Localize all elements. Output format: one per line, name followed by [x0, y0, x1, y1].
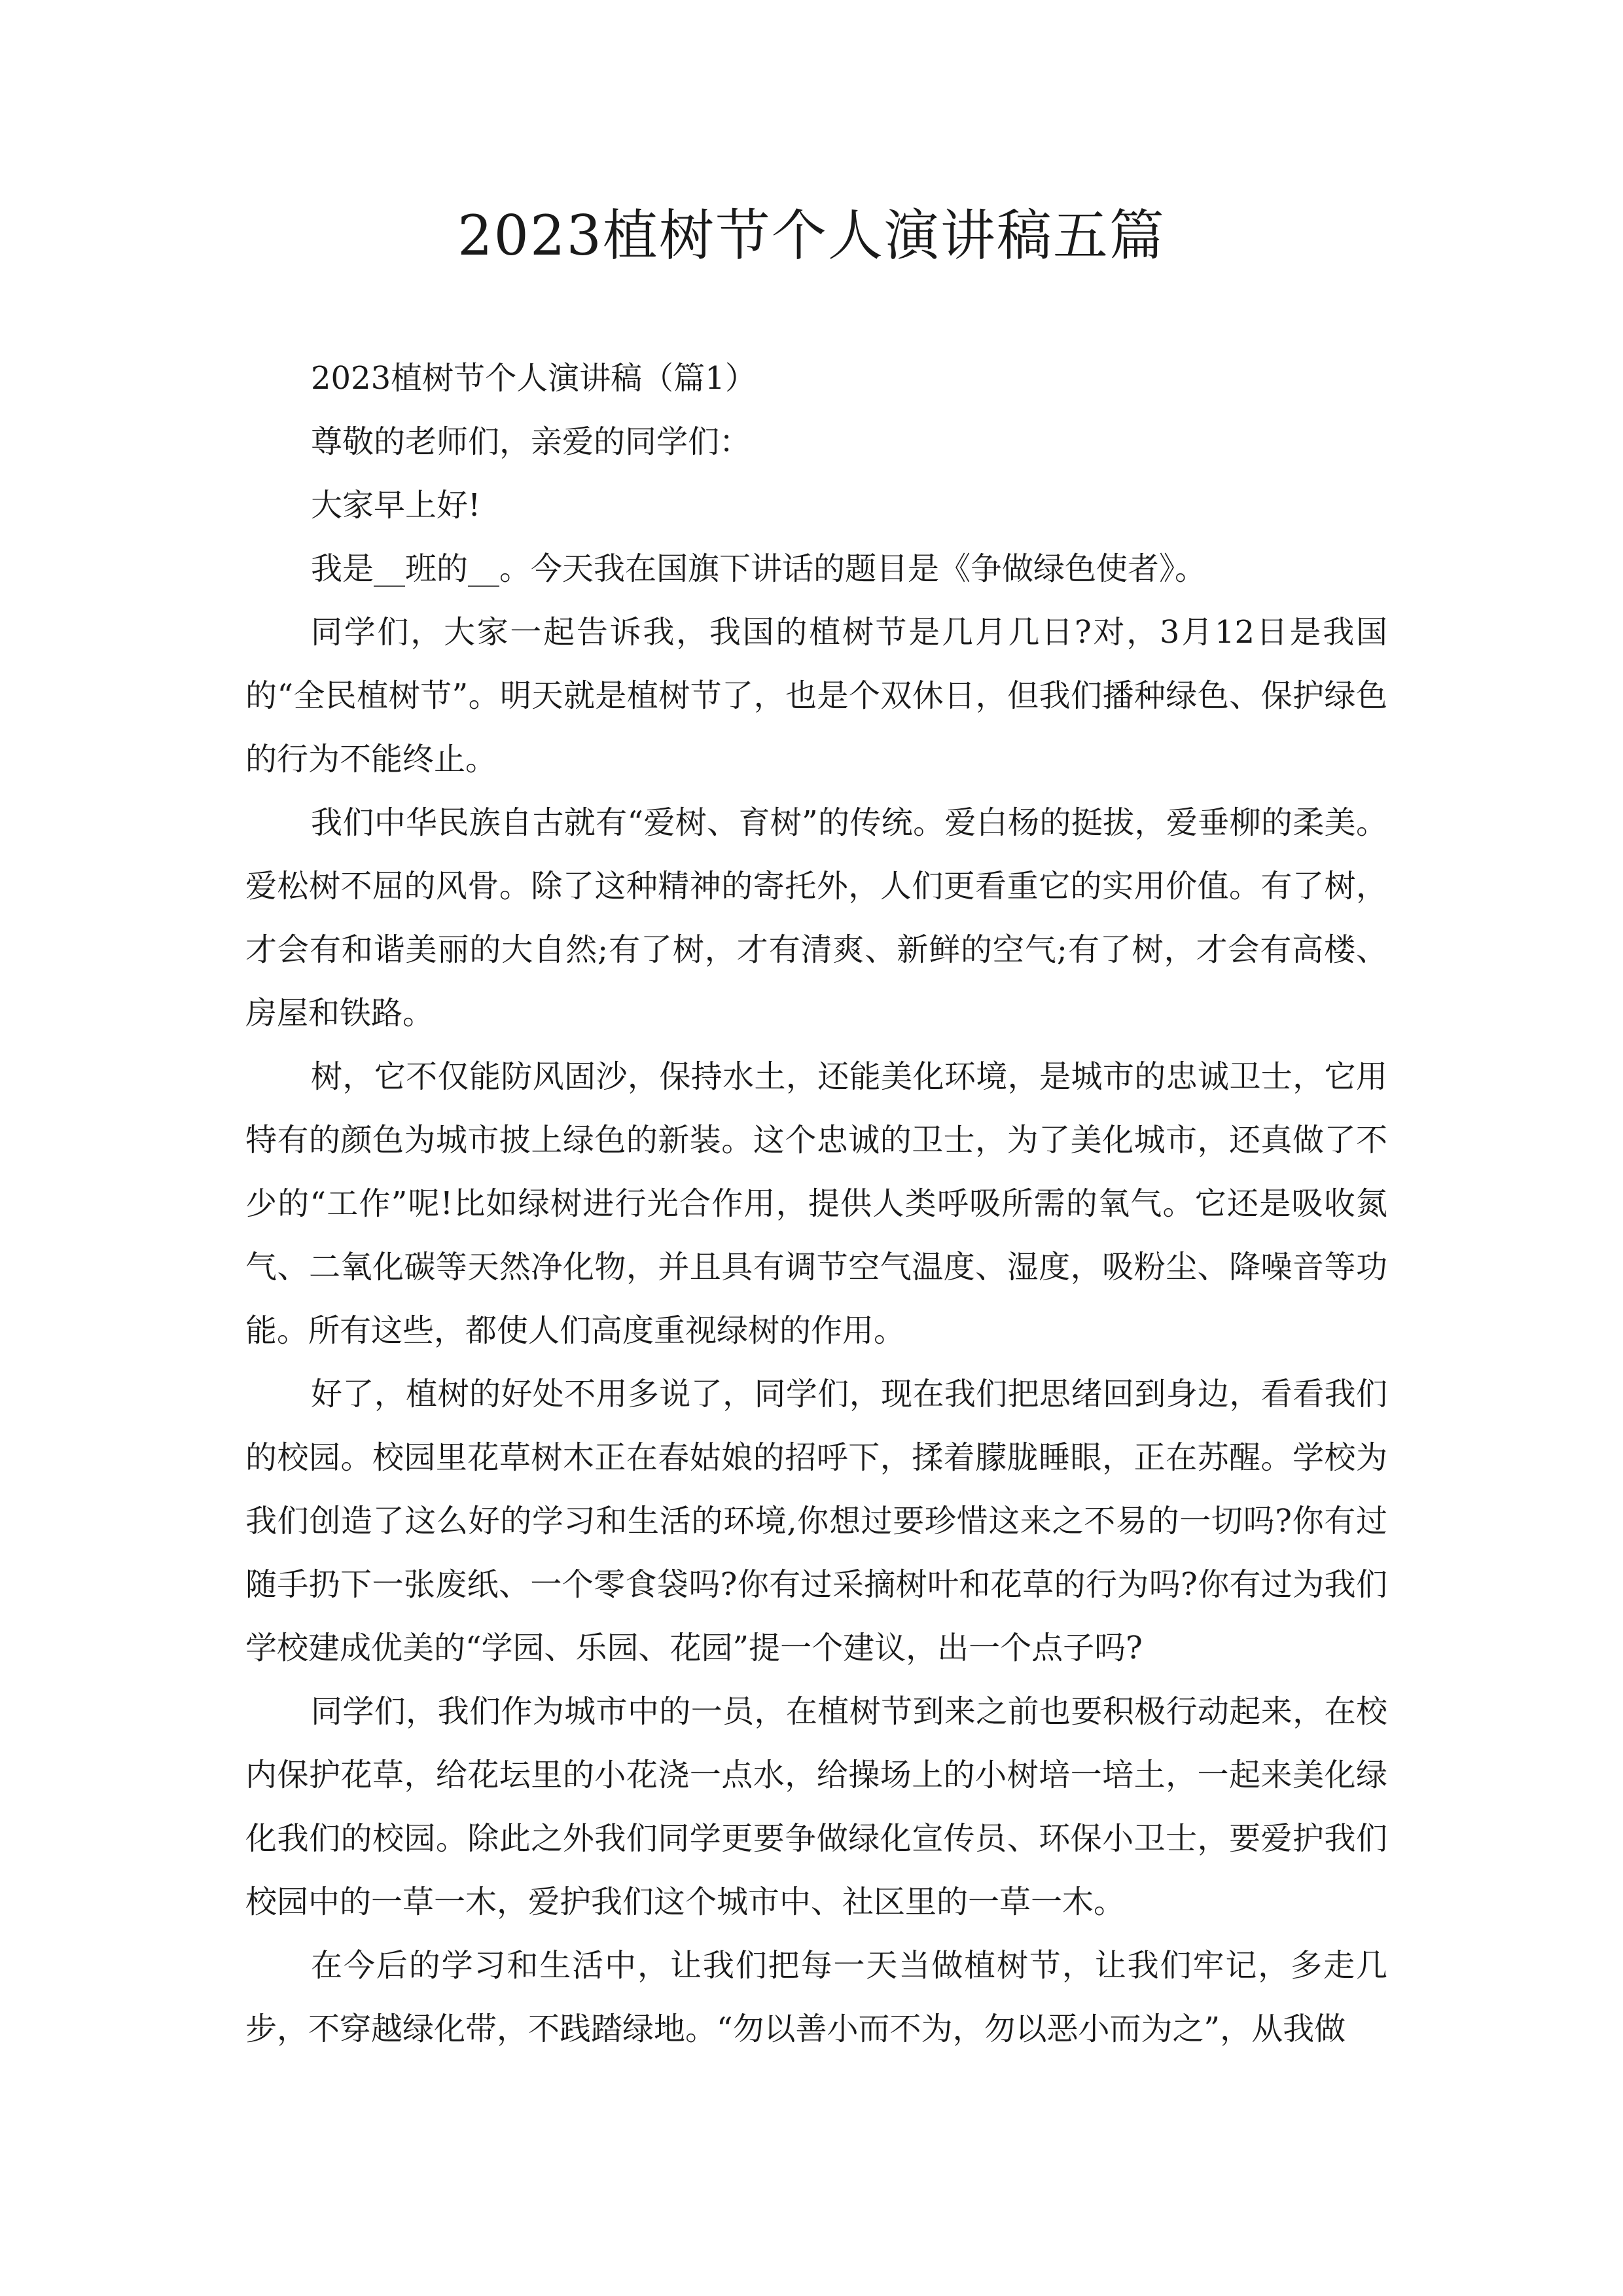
paragraph: 同学们，我们作为城市中的一员，在植树节到来之前也要积极行动起来，在校内保护花草，给花坛里的小花浇一点水，给操场上的小树培一培土，一起来美化绿化我们的校园。除此之外我们同学更要争做绿化宣传员、环保小卫士，要爱护我们校园中的一草一木，爱护我们这个城市中、社区里的一草一木。 — [245, 1693, 1387, 1920]
paragraph: 树，它不仅能防风固沙，保持水土，还能美化环境，是城市的忠诚卫士，它用特有的颜色为城市披上绿色的新装。这个忠诚的卫士，为了美化城市，还真做了不少的“工作”呢!比如绿树进行光合作用，提供人类呼吸所需的氧气。它还是吸收氮气、二氧化碳等天然净化物，并且具有调节空气温度、湿度，吸粉尘、降噪音等功能。所有这些，都使人们高度重视绿树的作用。 — [245, 1058, 1387, 1349]
paragraph: 我是__班的__。今天我在国旗下讲话的题目是《争做绿色使者》。 — [311, 550, 1207, 587]
paragraph: 同学们，大家一起告诉我，我国的植树节是几月几日?对，3月12日是我国的“全民植树节”。明天就是植树节了，也是个双休日，但我们播种绿色、保护绿色的行为不能终止。 — [245, 614, 1387, 778]
document-body — [245, 347, 1387, 2061]
section-heading: 2023植树节个人演讲稿（篇1） — [311, 360, 757, 397]
document-title: 2023植树节个人演讲稿五篇 — [457, 204, 1166, 268]
greeting: 大家早上好! — [311, 487, 481, 524]
paragraph: 我们中华民族自古就有“爱树、育树”的传统。爱白杨的挺拔，爱垂柳的柔美。爱松树不屈的风骨。除了这种精神的寄托外，人们更看重它的实用价值。有了树，才会有和谐美丽的大自然;有了树，才有清爽、新鲜的空气;有了树，才会有高楼、房屋和铁路。 — [245, 804, 1387, 1031]
paragraph: 好了，植树的好处不用多说了，同学们，现在我们把思绪回到身边，看看我们的校园。校园里花草树木正在春姑娘的招呼下，揉着朦胧睡眼，正在苏醒。学校为我们创造了这么好的学习和生活的环境,你想过要珍惜这来之不易的一切吗?你有过随手扔下一张废纸、一个零食袋吗?你有过采摘树叶和花草的行为吗?你有过为我们学校建成优美的“学园、乐园、花园”提一个建议，出一个点子吗? — [245, 1376, 1387, 1666]
paragraph: 在今后的学习和生活中，让我们把每一天当做植树节，让我们牢记，多走几步，不穿越绿化带，不践踏绿地。“勿以善小而不为，勿以恶小而为之”，从我做 — [245, 1947, 1387, 2047]
salutation: 尊敬的老师们，亲爱的同学们： — [311, 423, 751, 460]
